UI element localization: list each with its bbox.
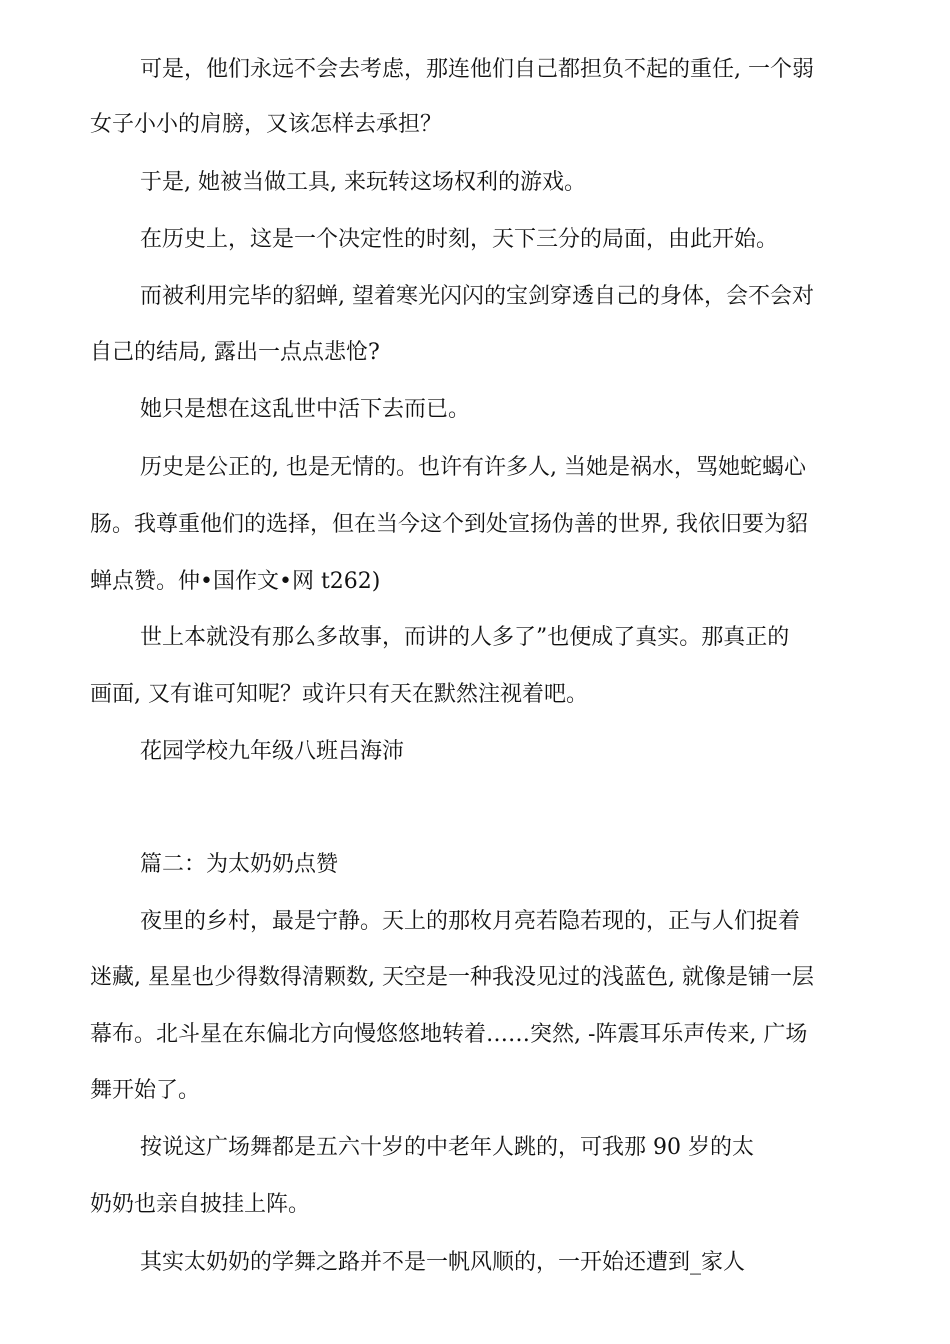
paragraph-line: 按说这广场舞都是五六十岁的中老年人跳的，可我那 90 岁的太 — [140, 1135, 754, 1160]
paragraph-line: 女子小小的肩膀，又该怎样去承担？ — [90, 112, 443, 137]
paragraph-line: 她只是想在这乱世中活下去而已。 — [140, 397, 471, 422]
paragraph-line: 其实太奶奶的学舞之路并不是一帆风顺的，一开始还遭到_家人 — [140, 1250, 746, 1275]
paragraph-line: 在历史上，这是一个决定性的时刻，天下三分的局面，由此开始。 — [140, 227, 779, 252]
paragraph-line: 历史是公正的, 也是无情的。也许有许多人, 当她是祸水，骂她蛇蝎心 — [140, 455, 806, 480]
paragraph-line: 可是，他们永远不会去考虑，那连他们自己都担负不起的重任, 一个弱 — [140, 57, 814, 82]
section-title: 篇二：为太奶奶点赞 — [140, 852, 339, 877]
paragraph-line: 肠。我尊重他们的选择，但在当今这个到处宣扬伪善的世界, 我依旧要为貂 — [90, 512, 808, 537]
paragraph-line: 迷藏, 星星也少得数得清颗数, 天空是一种我没见过的浅蓝色, 就像是铺一层 — [90, 965, 814, 990]
paragraph-line: 世上本就没有那么多故事，而讲的人多了”也便成了真实。那真正的 — [140, 625, 790, 650]
author-line: 花园学校九年级八班吕海沛 — [140, 739, 405, 764]
paragraph-line: 自己的结局, 露出一点点悲怆? — [90, 340, 380, 365]
paragraph-line: 于是, 她被当做工具, 来玩转这场权利的游戏。 — [140, 170, 586, 195]
paragraph-line: 而被利用完毕的貂蝉, 望着寒光闪闪的宝剑穿透自己的身体，会不会对 — [140, 284, 814, 309]
paragraph-line: 夜里的乡村，最是宁静。天上的那枚月亮若隐若现的，正与人们捉着 — [140, 909, 801, 934]
paragraph-line: 幕布。北斗星在东偏北方向慢悠悠地转着……突然, -阵震耳乐声传来, 广场 — [90, 1022, 808, 1047]
paragraph-line: 奶奶也亲自披挂上阵。 — [90, 1192, 311, 1217]
paragraph-line: 画面, 又有谁可知呢？或许只有天在默然注视着吧。 — [90, 682, 588, 707]
paragraph-line: 蝉点赞。仲•国作文•网 t262) — [90, 569, 381, 594]
paragraph-line: 舞开始了。 — [90, 1078, 201, 1103]
